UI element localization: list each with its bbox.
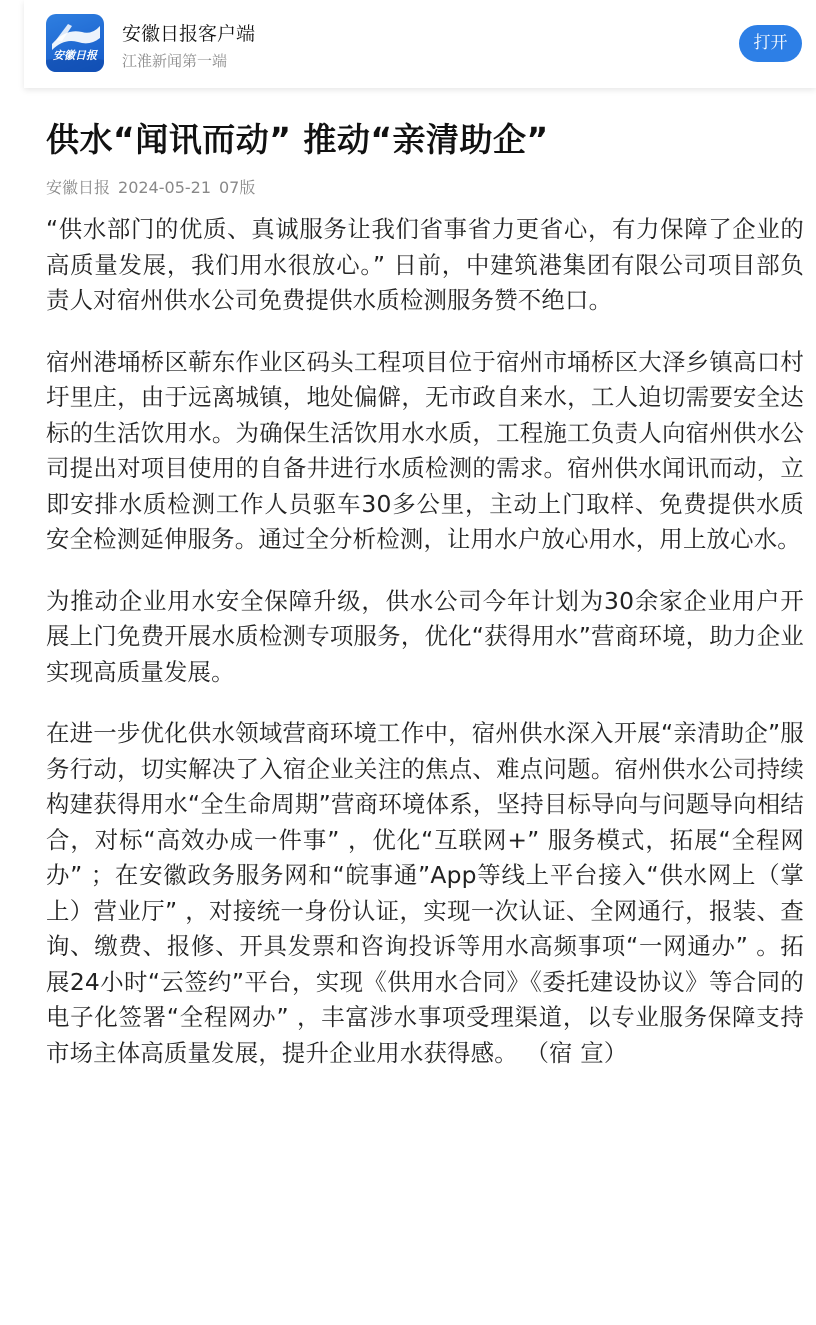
logo-wave-graphic — [46, 14, 104, 72]
logo-text: 安徽日报 — [53, 49, 97, 62]
article-title: 供水“闻讯而动” 推动“亲清助企” — [46, 120, 549, 159]
app-logo-icon[interactable] — [46, 14, 104, 72]
article-paragraph: 为推动企业用水安全保障升级，供水公司今年计划为30余家企业用户开展上门免费开展水质检测专项服务，优化“获得用水”营商环境，助力企业实现高质量发展。 — [46, 586, 804, 686]
app-slogan: 江淮新闻第一端 — [122, 52, 228, 70]
article-source: 安徽日报 — [46, 178, 111, 197]
article-body — [46, 212, 804, 1071]
article-paragraph: 在进一步优化供水领域营商环境工作中，宿州供水深入开展“亲清助企”服务行动，切实解决了入宿企业关注的焦点、难点问题。宿州供水公司持续构建获得用水“全生命周期”营商环境体系，坚持目标导向与问题导向相结合，对标“高效办成一件事” ，优化“互联网+” 服务模式，拓展“全程网办” ；在安徽政务服务网和“皖事通”App等线上平台接入“供水网上（掌上）营业厅” ，对接统一身份认证，实现一次认证、全网通行，报装、查询、缴费、报修、开具发票和咨询投诉等用水高频事项“一网通办” 。拓展24小时“云签约”平台，实现《供用水合同》《委托建设协议》等合同的电子化签署“全程网办” ，丰富涉水事项受理渠道，以专业服务保障支持市场主体高质量发展，提升企业用水获得感。 （宿 宣） — [46, 719, 804, 1067]
app-download-banner — [24, 0, 816, 88]
article — [46, 112, 804, 1097]
app-name: 安徽日报客户端 — [122, 23, 256, 45]
article-edition: 07版 — [219, 178, 256, 197]
open-app-button[interactable]: 打开 — [739, 25, 802, 62]
article-paragraph: “供水部门的优质、真诚服务让我们省事省力更省心，有力保障了企业的高质量发展，我们用水很放心。” 日前，中建筑港集团有限公司项目部负责人对宿州供水公司免费提供水质检测服务赞不绝口。 — [46, 215, 804, 314]
article-meta — [46, 177, 804, 199]
article-date: 2024-05-21 — [118, 178, 211, 197]
article-paragraph: 宿州港埇桥区蕲东作业区码头工程项目位于宿州市埇桥区大泽乡镇高口村圩里庄，由于远离城镇，地处偏僻，无市政自来水，工人迫切需要安全达标的生活饮用水。为确保生活饮用水水质，工程施工负责人向宿州供水公司提出对项目使用的自备井进行水质检测的需求。宿州供水闻讯而动，立即安排水质检测工作人员驱车30多公里，主动上门取样、免费提供水质安全检测延伸服务。通过全分析检测，让用水户放心用水，用上放心水。 — [46, 347, 804, 553]
